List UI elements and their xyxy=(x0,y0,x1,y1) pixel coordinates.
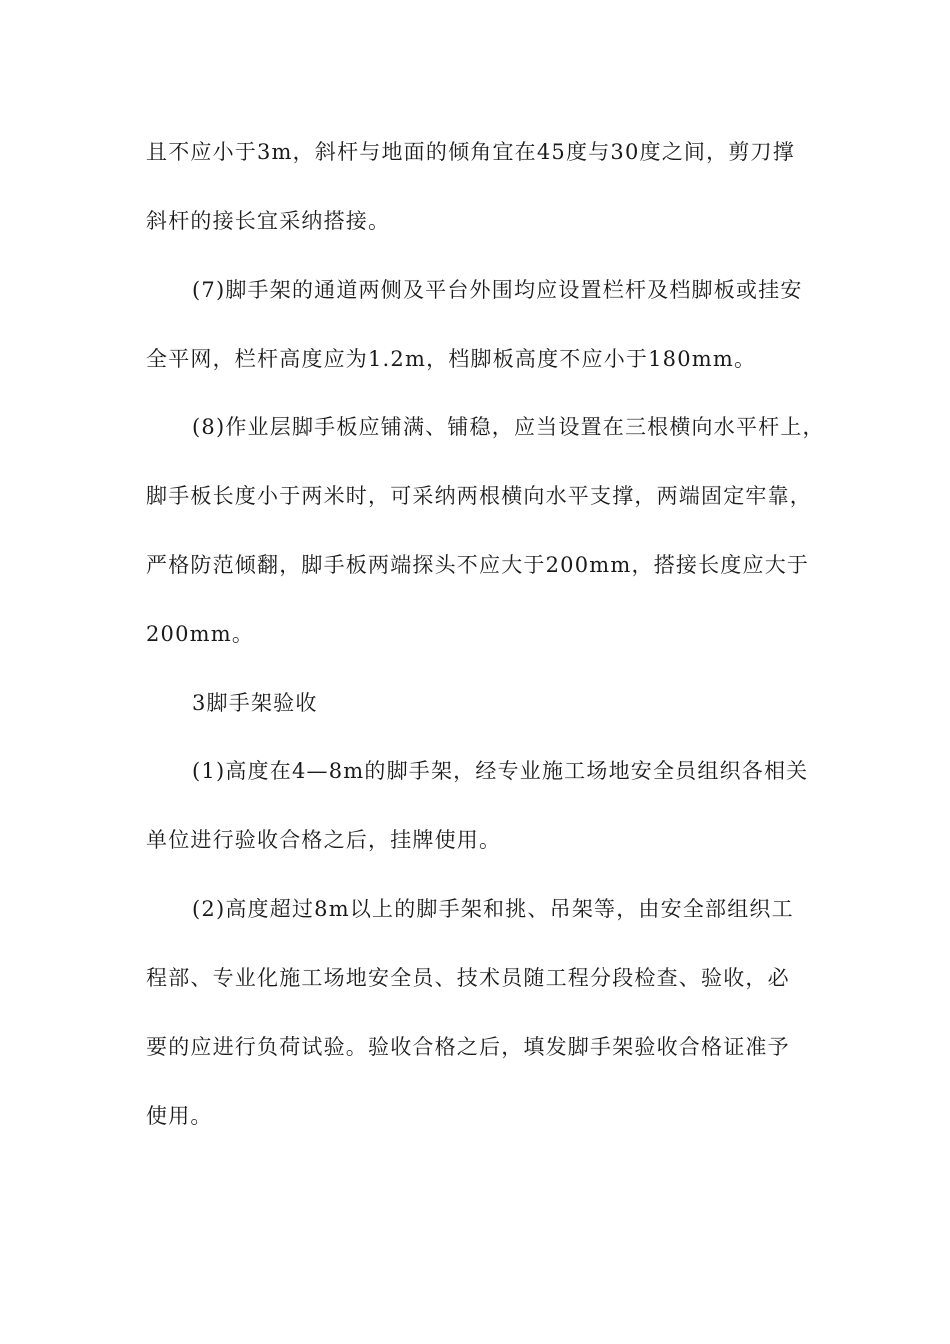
text-line: 且不应小于3m，斜杆与地面的倾角宜在45度与30度之间，剪刀撑 xyxy=(146,140,795,164)
section-heading: 3脚手架验收 xyxy=(192,691,318,715)
text-line: (1)高度在4—8m的脚手架，经专业施工场地安全员组织各相关 xyxy=(192,759,809,783)
text-line: (7)脚手架的通道两侧及平台外围均应设置栏杆及档脚板或挂安 xyxy=(192,278,803,302)
text-line: 单位进行验收合格之后，挂牌使用。 xyxy=(146,828,502,852)
text-line: 脚手板长度小于两米时，可采纳两根横向水平支撑，两端固定牢靠， xyxy=(146,484,812,508)
text-line: 严格防范倾翻，脚手板两端探头不应大于200mm，搭接长度应大于 xyxy=(146,553,810,577)
text-line: (8)作业层脚手板应铺满、铺稳，应当设置在三根横向水平杆上， xyxy=(192,415,825,439)
text-line: 斜杆的接长宜采纳搭接。 xyxy=(146,209,391,233)
text-line: 200mm。 xyxy=(146,622,255,646)
text-line: 程部、专业化施工场地安全员、技术员随工程分段检查、验收，必 xyxy=(146,966,790,990)
text-line: (2)高度超过8m以上的脚手架和挑、吊架等，由安全部组织工 xyxy=(192,897,794,921)
text-line: 全平网，栏杆高度应为1.2m，档脚板高度不应小于180mm。 xyxy=(146,347,757,371)
text-line: 要的应进行负荷试验。验收合格之后，填发脚手架验收合格证准予 xyxy=(146,1035,790,1059)
text-line: 使用。 xyxy=(146,1104,213,1128)
